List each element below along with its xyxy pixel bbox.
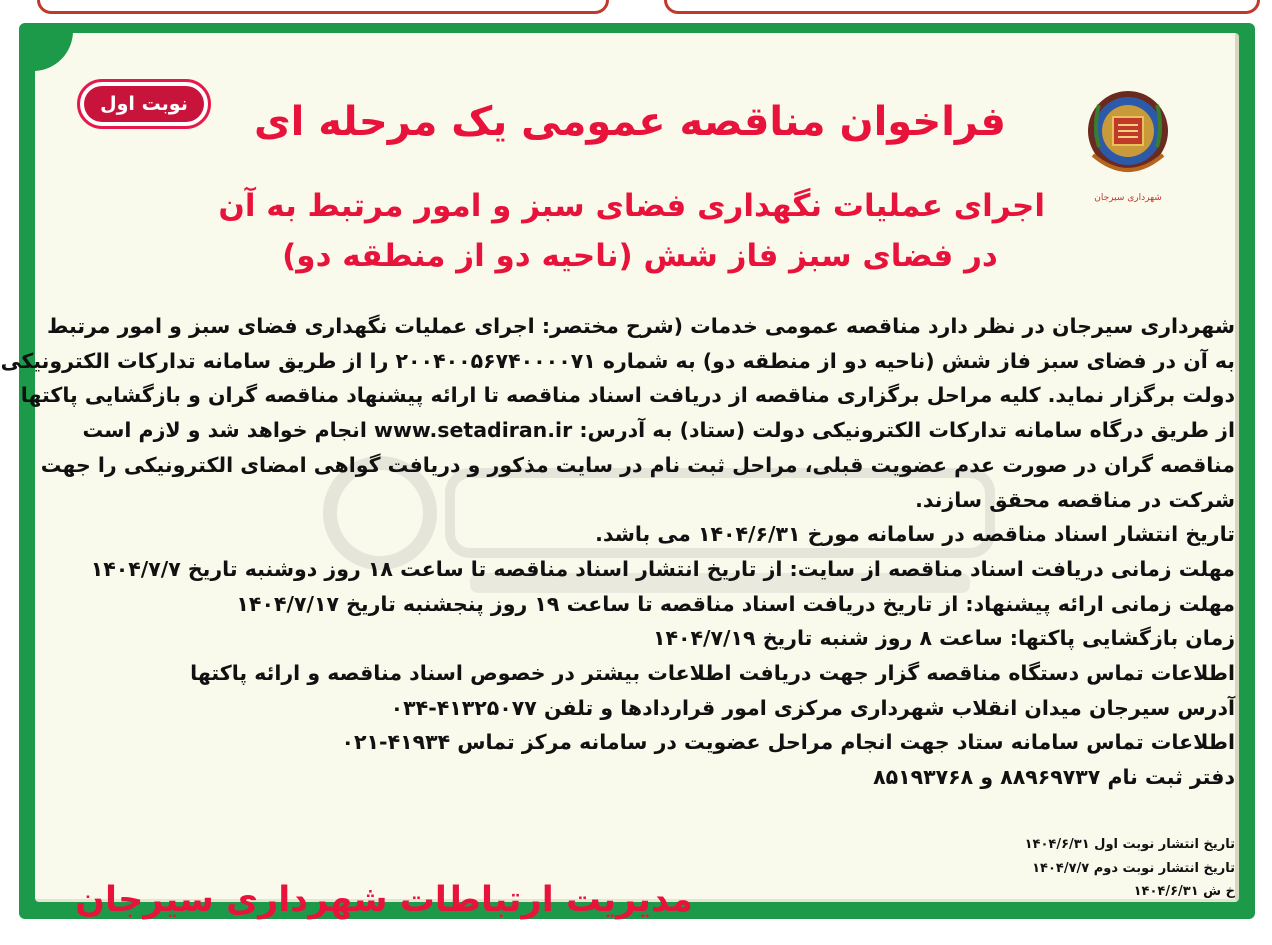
opening-time-line: زمان بازگشایی پاکتها: ساعت ۸ روز شنبه تاریخ ۱۴۰۴/۷/۱۹ — [653, 626, 1235, 651]
body-line: از طریق درگاه سامانه تدارکات الکترونیکی دولت (ستاد) به آدرس: www.setadiran.ir انجام خواهد شد و لازم است — [82, 418, 1235, 443]
tender-subtitle-line-2: در فضای سبز فاز شش (ناحیه دو از منطقه دو) — [282, 238, 998, 274]
contact-info-line: اطلاعات تماس دستگاه مناقصه گزار جهت دریافت اطلاعات بیشتر در خصوص اسناد مناقصه و ارائه پاکتها — [190, 661, 1235, 686]
first-round-badge — [77, 79, 211, 129]
top-tab-left — [37, 0, 609, 14]
body-line: شرکت در مناقصه محقق سازند. — [915, 487, 1235, 512]
proposal-deadline-line: مهلت زمانی ارائه پیشنهاد: از تاریخ دریافت اسناد مناقصه تا ساعت ۱۹ روز پنجشنبه تاریخ ۱۴۰۴/۷/۱۷ — [236, 591, 1235, 616]
logo-caption: شهرداری سیرجان — [1094, 193, 1162, 203]
body-line: مناقصه گران در صورت عدم عضویت قبلی، مراحل ثبت نام در سایت مذکور و دریافت گواهی امضای الکترونیکی را جهت — [40, 452, 1235, 477]
badge-label: نوبت اول — [84, 86, 204, 122]
footer-signature: مدیریت ارتباطات شهرداری سیرجان — [75, 880, 693, 920]
advertisement-frame — [0, 23, 1255, 920]
setad-contact-line: اطلاعات تماس سامانه ستاد جهت انجام مراحل عضویت در سامانه مرکز تماس ۴۱۹۳۴-۰۲۱ — [341, 730, 1235, 755]
tender-subtitle-line-1: اجرای عملیات نگهداری فضای سبز و امور مرتبط به آن — [218, 188, 1045, 224]
tender-body — [0, 309, 1235, 795]
corner-decoration — [33, 31, 73, 71]
tender-title: فراخوان مناقصه عمومی یک مرحله ای — [253, 99, 1006, 145]
second-publication-date: تاریخ انتشار نوبت دوم ۱۴۰۴/۷/۷ — [1032, 860, 1235, 876]
body-line: دولت برگزار نماید. کلیه مراحل برگزاری مناقصه از دریافت اسناد مناقصه تا ارائه پیشنهاد مناقصه گران و بازگشایی پاکتها — [20, 383, 1235, 408]
advertisement-paper — [0, 33, 1239, 920]
municipality-logo — [1085, 85, 1171, 205]
body-line: به آن در فضای سبز فاز شش (ناحیه دو از منطقه دو) به شماره ۲۰۰۴۰۰۵۶۷۴۰۰۰۰۷۱ را از طریق سامانه تدارکات الکترونیکی — [0, 348, 1235, 373]
registration-office-line: دفتر ثبت نام ۸۸۹۶۹۷۳۷ و ۸۵۱۹۳۷۶۸ — [873, 765, 1235, 790]
address-line: آدرس سیرجان میدان انقلاب شهرداری مرکزی امور قراردادها و تلفن ۴۱۳۲۵۰۷۷-۰۳۴ — [390, 695, 1235, 720]
municipality-seal-icon — [1085, 85, 1171, 193]
publication-code: خ ش ۱۴۰۴/۶/۳۱ — [1133, 884, 1235, 899]
document-deadline-line: مهلت زمانی دریافت اسناد مناقصه از سایت: از تاریخ انتشار اسناد مناقصه تا ساعت ۱۸ روز دوشنبه تاریخ ۱۴۰۴/۷/۷ — [90, 556, 1235, 581]
first-publication-date: تاریخ انتشار نوبت اول ۱۴۰۴/۶/۳۱ — [1024, 837, 1235, 852]
publication-info — [815, 833, 1235, 904]
publish-date-line: تاریخ انتشار اسناد مناقصه در سامانه مورخ ۱۴۰۴/۶/۳۱ می باشد. — [595, 522, 1235, 547]
body-line: شهرداری سیرجان در نظر دارد مناقصه عمومی خدمات (شرح مختصر: اجرای عملیات نگهداری فضای سبز و امور مرتبط — [47, 314, 1235, 338]
top-tab-right — [664, 0, 1260, 14]
